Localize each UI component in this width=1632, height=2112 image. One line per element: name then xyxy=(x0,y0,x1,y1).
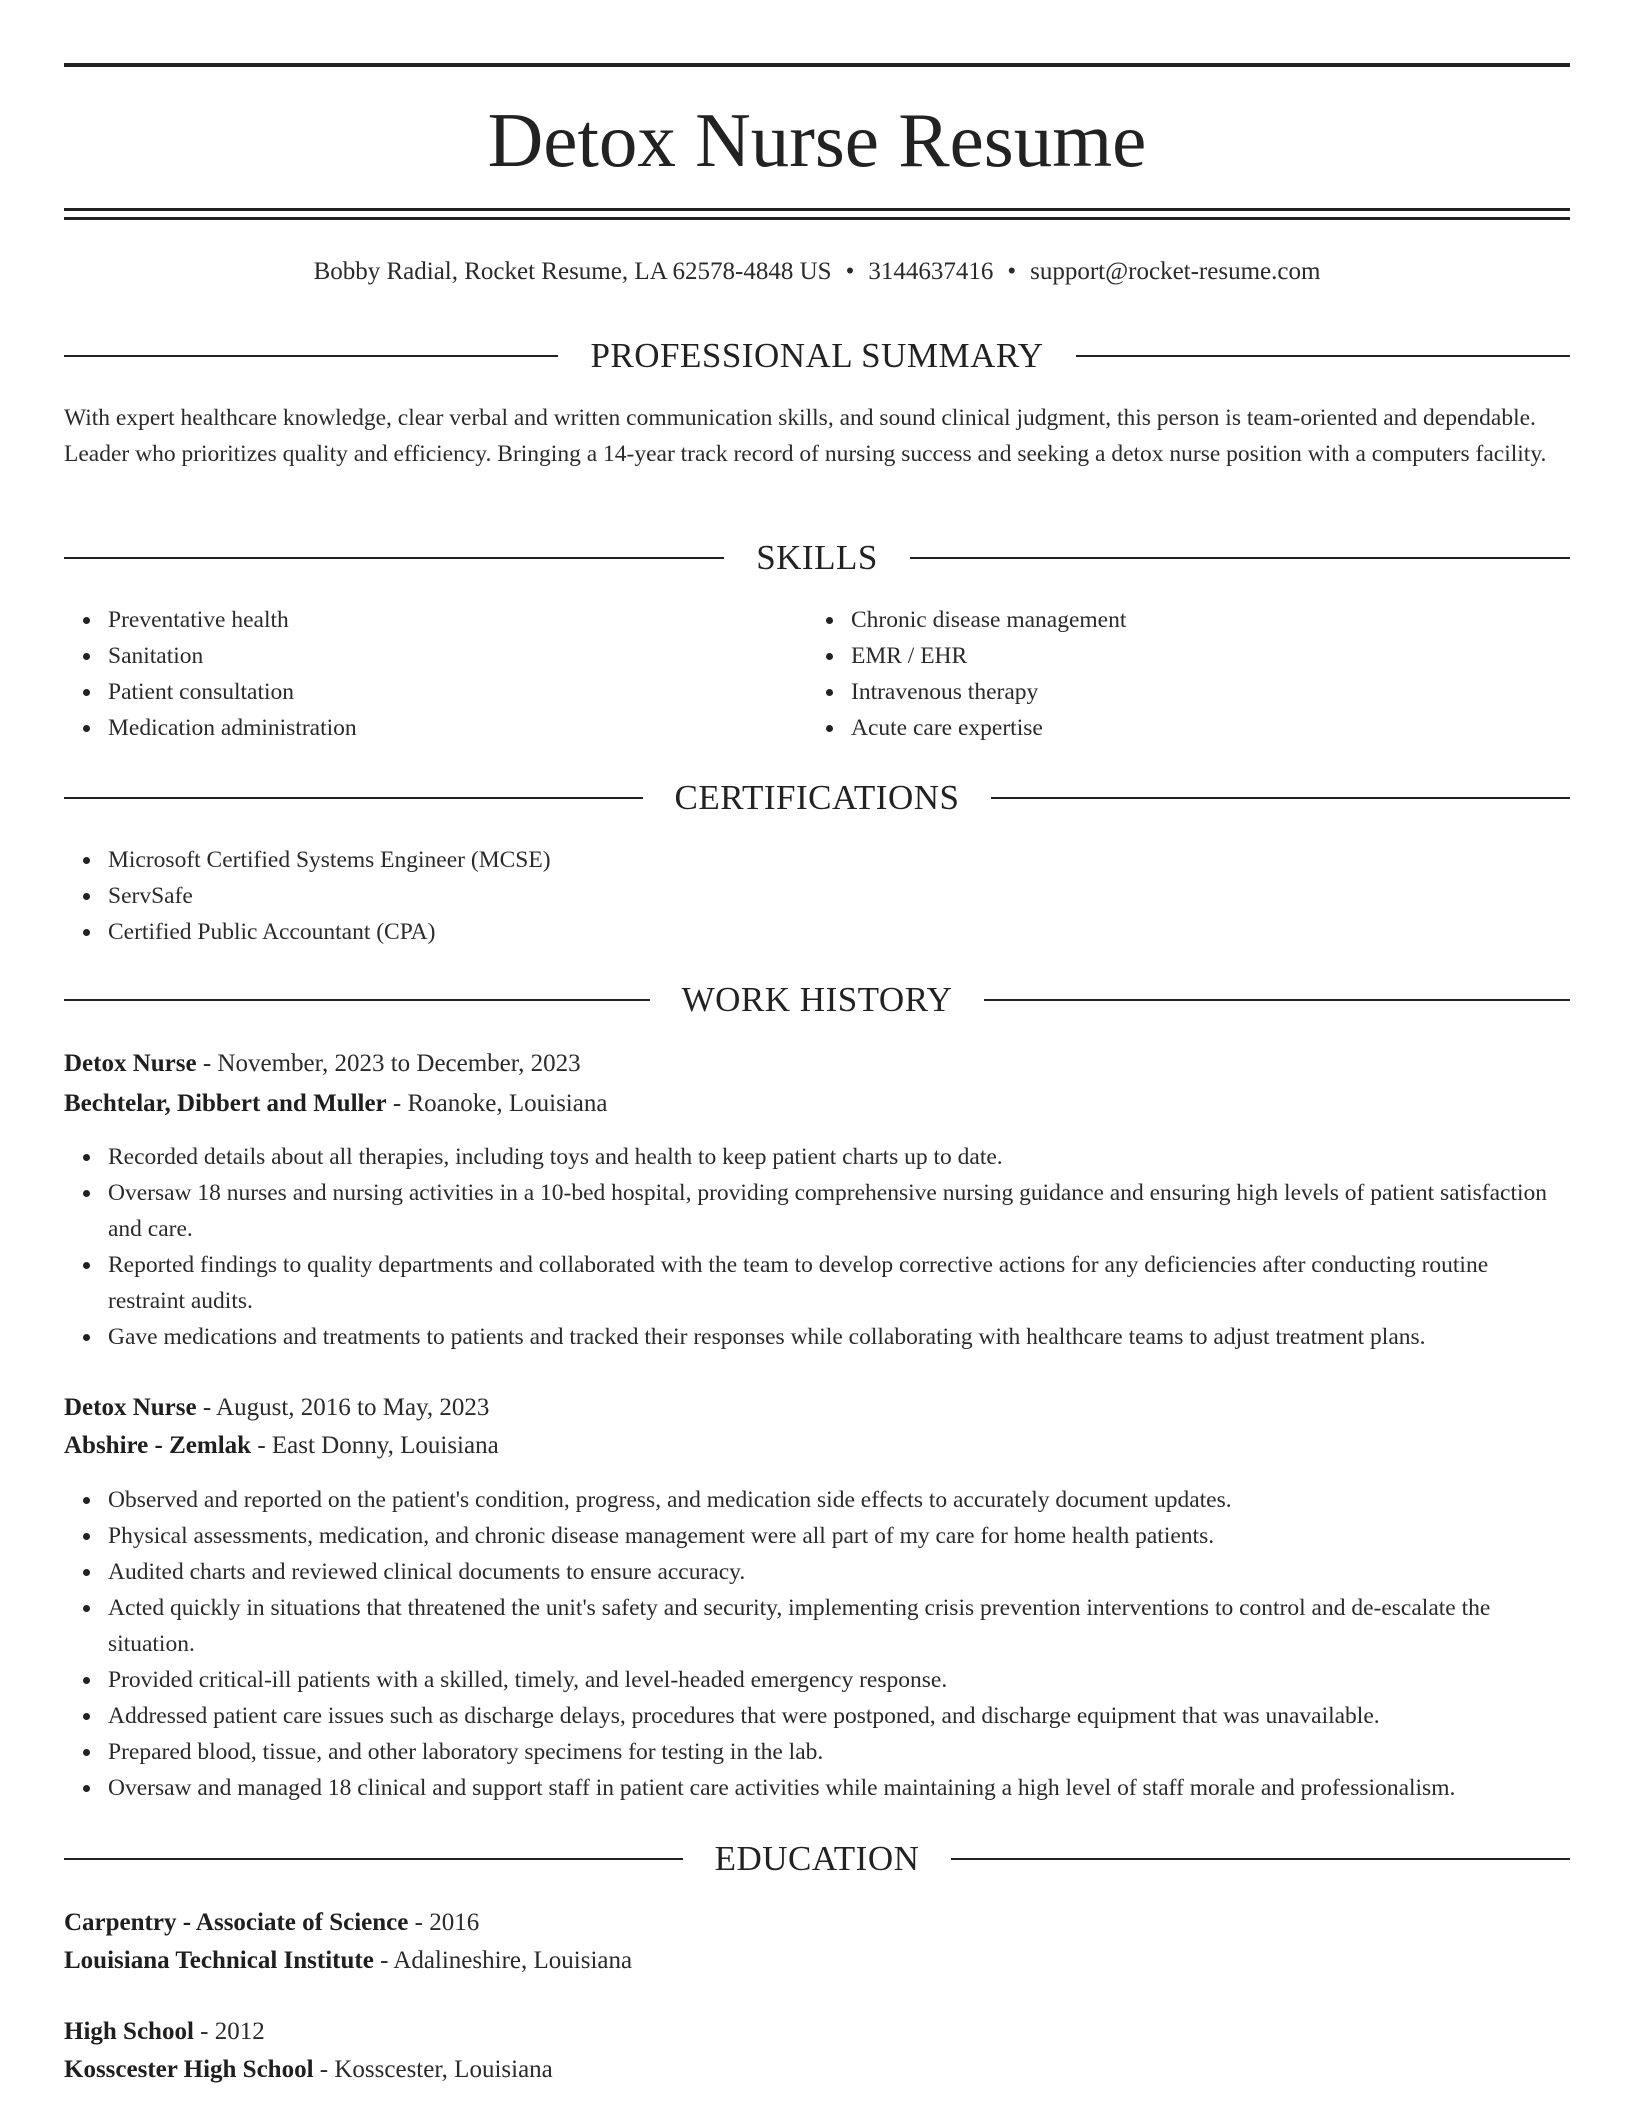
heading-rule xyxy=(64,557,724,559)
job-employer-line xyxy=(64,1427,1570,1465)
job-bullet: Audited charts and reviewed clinical documents to ensure accuracy. xyxy=(108,1554,1570,1590)
job-bullet: Reported findings to quality departments and collaborated with the team to develop corrective actions for any deficiencies after conducting routine restraint audits. xyxy=(108,1247,1570,1319)
education-year: - 2016 xyxy=(408,1909,480,1936)
heading-rule xyxy=(991,797,1570,799)
job-bullet: Prepared blood, tissue, and other laboratory specimens for testing in the lab. xyxy=(108,1734,1570,1770)
heading-rule xyxy=(64,1858,683,1860)
job-employer: Bechtelar, Dibbert and Muller xyxy=(64,1090,387,1117)
contact-separator: • xyxy=(1007,258,1017,285)
job-title-line xyxy=(64,1389,1570,1427)
job-bullet: Acted quickly in situations that threatened the unit's safety and security, implementing crisis prevention interventions to control and de-escalate the situation. xyxy=(108,1590,1570,1662)
section-heading-certifications xyxy=(64,776,1570,820)
job-bullet: Gave medications and treatments to patients and tracked their responses while collaborating with healthcare teams to adjust treatment plans. xyxy=(108,1319,1570,1355)
job-bullet: Oversaw 18 nurses and nursing activities in a 10-bed hospital, providing comprehensive nursing guidance and ensuring high levels of patient satisfaction and care. xyxy=(108,1175,1570,1247)
education-degree: Carpentry - Associate of Science xyxy=(64,1909,409,1936)
skill-item: Medication administration xyxy=(108,710,357,746)
section-heading-skills xyxy=(64,536,1570,580)
section-heading-summary xyxy=(64,334,1570,378)
skill-item: EMR / EHR xyxy=(851,638,1126,674)
job-location: - East Donny, Louisiana xyxy=(251,1432,499,1459)
heading-rule xyxy=(64,797,643,799)
section-title: SKILLS xyxy=(756,538,878,577)
job-title: Detox Nurse xyxy=(64,1394,197,1421)
job-bullet: Oversaw and managed 18 clinical and support staff in patient care activities while maintaining a high level of staff morale and professionalism. xyxy=(108,1770,1570,1806)
heading-rule xyxy=(1076,355,1570,357)
contact-separator: • xyxy=(845,258,855,285)
skill-item: Preventative health xyxy=(108,602,357,638)
skill-item: Acute care expertise xyxy=(851,710,1126,746)
job-bullet: Addressed patient care issues such as discharge delays, procedures that were postponed, and discharge equipment that was unavailable. xyxy=(108,1698,1570,1734)
certification-item: ServSafe xyxy=(108,878,551,914)
certification-item: Certified Public Accountant (CPA) xyxy=(108,914,551,950)
skills-list-left xyxy=(64,602,357,746)
contact-line xyxy=(64,254,1570,290)
skill-item: Patient consultation xyxy=(108,674,357,710)
heading-rule xyxy=(910,557,1570,559)
education-school: Louisiana Technical Institute xyxy=(64,1947,374,1974)
education-school: Kosscester High School xyxy=(64,2056,314,2083)
job-title: Detox Nurse xyxy=(64,1050,197,1077)
skill-item: Chronic disease management xyxy=(851,602,1126,638)
section-title: WORK HISTORY xyxy=(681,980,953,1019)
contact-address: Bobby Radial, Rocket Resume, LA 62578-4848 US xyxy=(313,258,832,285)
job-employer-line xyxy=(64,1085,1570,1123)
education-school-line xyxy=(64,2051,1570,2089)
heading-rule xyxy=(951,1858,1570,1860)
education-year: - 2012 xyxy=(193,2018,265,2045)
heading-rule xyxy=(64,355,558,357)
education-degree: High School xyxy=(64,2018,194,2045)
page-title: Detox Nurse Resume xyxy=(487,97,1147,183)
contact-phone: 3144637416 xyxy=(868,258,994,285)
title-double-rule xyxy=(64,208,1570,220)
education-location: - Adalineshire, Louisiana xyxy=(373,1947,633,1974)
contact-email: support@rocket-resume.com xyxy=(1030,258,1321,285)
section-heading-education xyxy=(64,1837,1570,1881)
certifications-list xyxy=(64,842,551,950)
job-bullets xyxy=(64,1139,1570,1355)
job-dates: - August, 2016 to May, 2023 xyxy=(196,1394,490,1421)
certification-item: Microsoft Certified Systems Engineer (MCSE) xyxy=(108,842,551,878)
skill-item: Sanitation xyxy=(108,638,357,674)
section-title: EDUCATION xyxy=(714,1839,920,1878)
job-bullet: Observed and reported on the patient's condition, progress, and medication side effects to accurately document updates. xyxy=(108,1482,1570,1518)
top-rule xyxy=(64,63,1570,67)
job-dates: - November, 2023 to December, 2023 xyxy=(196,1050,581,1077)
section-title: PROFESSIONAL SUMMARY xyxy=(590,336,1044,375)
section-heading-work-history xyxy=(64,978,1570,1022)
section-title: CERTIFICATIONS xyxy=(674,778,960,817)
education-school-line xyxy=(64,1942,1570,1980)
job-location: - Roanoke, Louisiana xyxy=(386,1090,608,1117)
job-bullet: Provided critical-ill patients with a skilled, timely, and level-headed emergency response. xyxy=(108,1662,1570,1698)
job-title-line xyxy=(64,1045,1570,1083)
job-bullet: Physical assessments, medication, and chronic disease management were all part of my care for home health patients. xyxy=(108,1518,1570,1554)
job-employer: Abshire - Zemlak xyxy=(64,1432,252,1459)
heading-rule xyxy=(64,999,650,1001)
education-degree-line xyxy=(64,2013,1570,2051)
heading-rule xyxy=(984,999,1570,1001)
education-degree-line xyxy=(64,1904,1570,1942)
education-location: - Kosscester, Louisiana xyxy=(313,2056,553,2083)
summary-text: With expert healthcare knowledge, clear verbal and written communication skills, and sound clinical judgment, this person is team-oriented and dependable. Leader who prioritizes quality and efficiency. Bringing a 14-year track record of nursing success and seeking a detox nurse position with a computers facility. xyxy=(64,405,1547,467)
skills-list-right xyxy=(807,602,1126,746)
skill-item: Intravenous therapy xyxy=(851,674,1126,710)
job-bullets xyxy=(64,1482,1570,1806)
job-bullet: Recorded details about all therapies, including toys and health to keep patient charts up to date. xyxy=(108,1139,1570,1175)
